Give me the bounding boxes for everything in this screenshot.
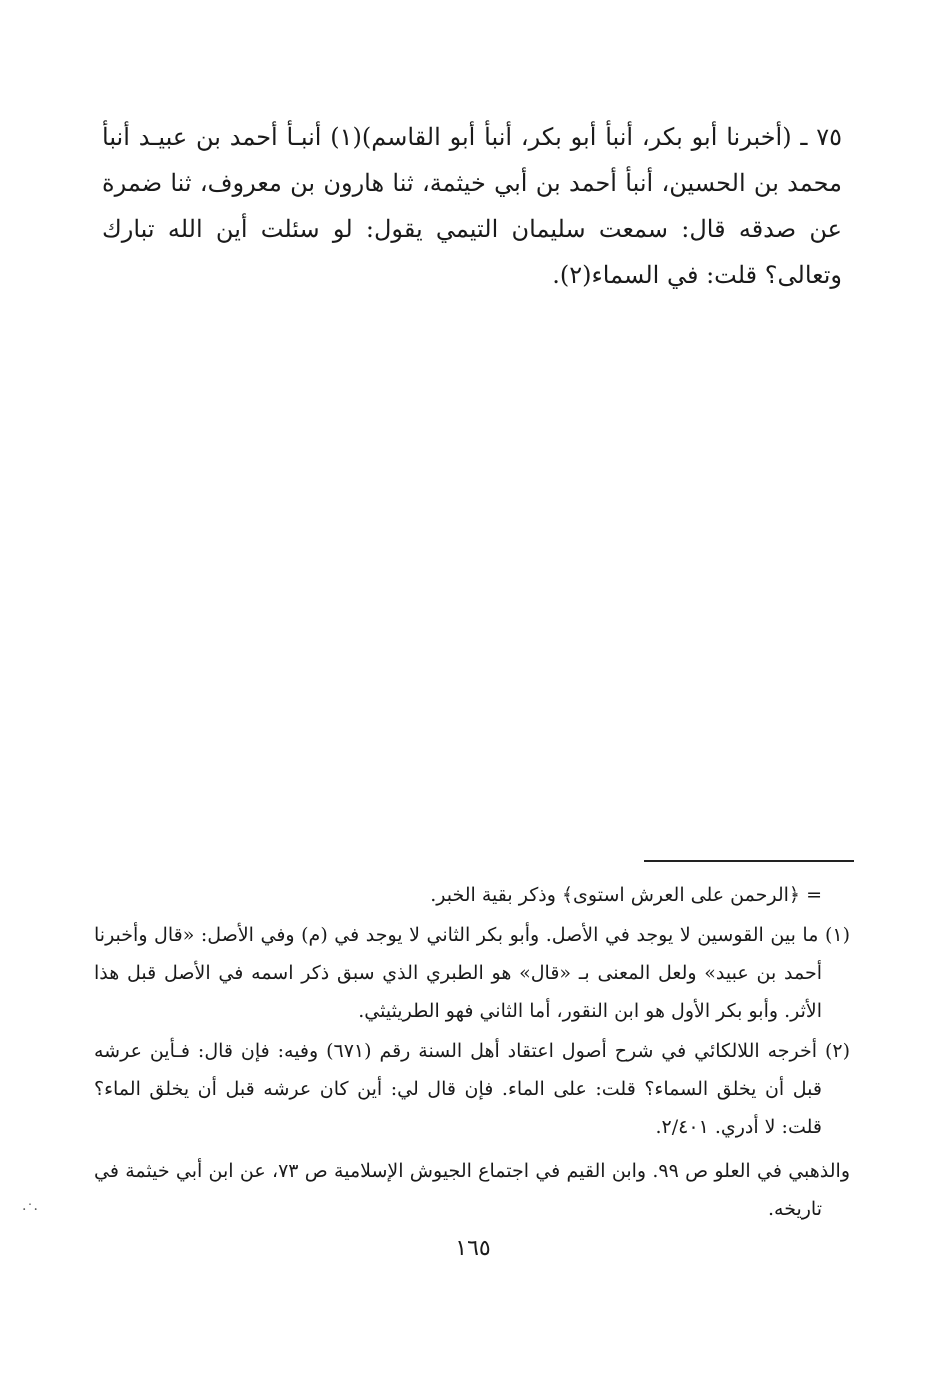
footnote-divider [644,860,854,862]
footnotes-section [94,876,850,1230]
footnote-2-continued: والذهبي في العلو ص ٩٩. وابن القيم في اجتماع الجيوش الإسلامية ص ٧٣، عن ابن أبي خيثمة في تاريخه. [94,1160,850,1220]
page-number: ١٦٥ [455,1236,491,1261]
footnote-1: (١) ما بين القوسين لا يوجد في الأصل. وأبو بكر الثاني لا يوجد في (م) وفي الأصل: «قال وأخبرنا أحمد بن عبيد» ولعل المعنى بـ «قال» هو الطبري الذي سبق ذكر اسمه في الأصل قبل هذا الأثر. وأبو بكر الأول هو ابن النقور، أما الثاني فهو الطريثيثي. [94,924,850,1022]
main-paragraph: ٧٥ ـ (أخبرنا أبو بكر، أنبأ أبو بكر، أنبأ أبو القاسم)(١) أنبـأ أحمد بن عبيـد أنبأ محمد بن الحسين، أنبأ أحمد بن أبي خيثمة، ثنا هارون بن معروف، ثنا ضمرة عن صدقه قال: سمعت سليمان التيمي يقول: لو سئلت أين الله تبارك وتعالى؟ قلت: في السماء(٢). [102,123,843,289]
footnote-continuation: = ﴿الرحمن على العرش استوى﴾ وذكر بقية الخبر. [430,884,822,906]
footnote-2: (٢) أخرجه اللالكائي في شرح أصول اعتقاد أهل السنة رقم (٦٧١) وفيه: فإن قال: فـأين عرشه قبل أن يخلق السماء؟ قلت: على الماء. فإن قال لي: أين كان عرشه قبل أن يخلق الماء؟ قلت: لا أدري. ٢/٤٠١. [94,1040,850,1138]
scan-speck: ·˙· [22,1202,38,1218]
